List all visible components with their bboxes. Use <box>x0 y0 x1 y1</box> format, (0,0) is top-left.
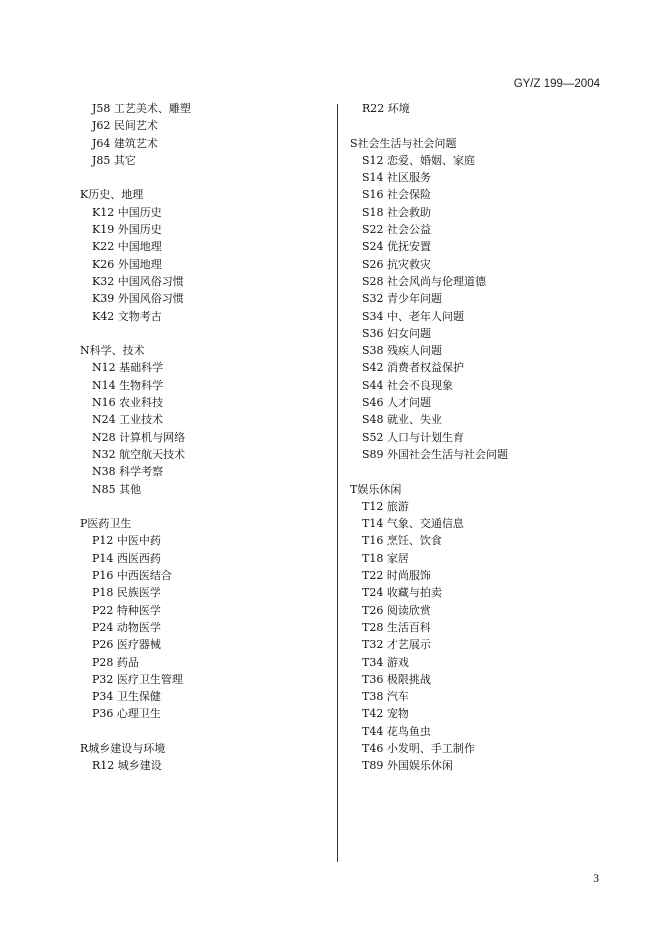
category-group <box>80 740 335 775</box>
subcategory-item: T38 汽车 <box>362 690 409 704</box>
subcategory-item: T32 才艺展示 <box>362 638 431 652</box>
subcategory-item: S38 残疾人问题 <box>362 344 443 358</box>
subcategory-item: J64 建筑艺术 <box>92 136 158 150</box>
category-title: T娱乐休闲 <box>350 482 402 496</box>
subcategory-item: P34 卫生保健 <box>92 690 161 704</box>
subcategory-item: T26 阅读欣赏 <box>362 603 431 617</box>
subcategory-item: T14 气象、交通信息 <box>362 517 464 531</box>
subcategory-item: N32 航空航天技术 <box>92 447 186 461</box>
subcategory-item: S46 人才问题 <box>362 396 432 410</box>
left-column <box>80 100 335 792</box>
subcategory-item: S14 社区服务 <box>362 171 432 185</box>
subcategory-item: T22 时尚服饰 <box>362 569 431 583</box>
category-group <box>350 100 620 117</box>
subcategory-item: P16 中西医结合 <box>92 569 172 583</box>
subcategory-item: S34 中、老年人问题 <box>362 309 465 323</box>
subcategory-item: P12 中医中药 <box>92 534 161 548</box>
category-title: S社会生活与社会问题 <box>350 136 457 150</box>
category-title: N科学、技术 <box>80 344 145 358</box>
standard-code: GY/Z 199—2004 <box>513 78 600 90</box>
subcategory-item: S36 妇女问题 <box>362 326 432 340</box>
subcategory-item: N24 工业技术 <box>92 413 164 427</box>
subcategory-item: K32 中国风俗习惯 <box>92 274 184 288</box>
subcategory-item: S16 社会保险 <box>362 188 432 202</box>
subcategory-item: S32 青少年问题 <box>362 292 443 306</box>
subcategory-item: J58 工艺美术、雕塑 <box>92 102 191 115</box>
category-group <box>80 186 335 324</box>
subcategory-item: N16 农业科技 <box>92 396 164 410</box>
subcategory-item: P26 医疗器械 <box>92 638 161 652</box>
subcategory-item: P24 动物医学 <box>92 620 161 634</box>
subcategory-item: S42 消费者权益保护 <box>362 361 465 375</box>
subcategory-item: K39 外国风俗习惯 <box>92 292 184 306</box>
category-title: K历史、地理 <box>80 188 144 202</box>
category-group <box>350 135 620 464</box>
subcategory-item: P32 医疗卫生管理 <box>92 672 183 686</box>
subcategory-item: R12 城乡建设 <box>92 759 162 773</box>
subcategory-item: T46 小发明、手工制作 <box>362 741 475 755</box>
subcategory-item: T36 极限挑战 <box>362 672 431 686</box>
subcategory-item: S18 社会救助 <box>362 205 432 219</box>
subcategory-item: J85 其它 <box>92 153 136 167</box>
category-group <box>80 100 335 169</box>
subcategory-item: S12 恋爱、婚姻、家庭 <box>362 153 476 167</box>
subcategory-item: P14 西医西药 <box>92 551 161 565</box>
subcategory-item: P28 药品 <box>92 655 139 669</box>
subcategory-item: T34 游戏 <box>362 655 409 669</box>
category-group <box>80 342 335 498</box>
subcategory-item: N38 科学考察 <box>92 465 164 479</box>
subcategory-item: T18 家居 <box>362 551 409 565</box>
subcategory-item: T44 花鸟鱼虫 <box>362 724 431 738</box>
subcategory-item: S44 社会不良现象 <box>362 378 454 392</box>
subcategory-item: S28 社会风尚与伦理道德 <box>362 274 487 288</box>
subcategory-item: R22 环境 <box>362 102 410 115</box>
subcategory-item: T16 烹饪、饮食 <box>362 534 442 548</box>
subcategory-item: S24 优抚安置 <box>362 240 432 254</box>
subcategory-item: K42 文物考古 <box>92 309 162 323</box>
category-title: P医药卫生 <box>80 517 132 531</box>
subcategory-item: J62 民间艺术 <box>92 119 158 133</box>
subcategory-item: P18 民族医学 <box>92 586 161 600</box>
category-group <box>80 515 335 723</box>
subcategory-item: K19 外国历史 <box>92 223 162 237</box>
subcategory-item: K12 中国历史 <box>92 205 162 219</box>
subcategory-item: S89 外国社会生活与社会问题 <box>362 447 509 461</box>
subcategory-item: T24 收藏与拍卖 <box>362 586 442 600</box>
subcategory-item: K26 外国地理 <box>92 257 162 271</box>
subcategory-item: T42 宠物 <box>362 707 409 721</box>
subcategory-item: S48 就业、失业 <box>362 413 443 427</box>
right-column <box>350 100 620 792</box>
subcategory-item: S22 社会公益 <box>362 223 432 237</box>
subcategory-item: N28 计算机与网络 <box>92 430 186 444</box>
subcategory-item: K22 中国地理 <box>92 240 162 254</box>
subcategory-item: N85 其他 <box>92 482 142 496</box>
subcategory-item: T28 生活百科 <box>362 620 431 634</box>
subcategory-item: T12 旅游 <box>362 499 409 513</box>
subcategory-item: P36 心理卫生 <box>92 707 161 721</box>
subcategory-item: T89 外国娱乐休闲 <box>362 759 453 773</box>
subcategory-item: S52 人口与计划生育 <box>362 430 465 444</box>
subcategory-item: N12 基础科学 <box>92 361 164 375</box>
subcategory-item: S26 抗灾救灾 <box>362 257 432 271</box>
category-group <box>350 481 620 775</box>
subcategory-item: N14 生物科学 <box>92 378 164 392</box>
page-number: 3 <box>593 873 599 885</box>
column-divider <box>337 104 338 862</box>
category-title: R城乡建设与环境 <box>80 741 166 755</box>
subcategory-item: P22 特种医学 <box>92 603 161 617</box>
